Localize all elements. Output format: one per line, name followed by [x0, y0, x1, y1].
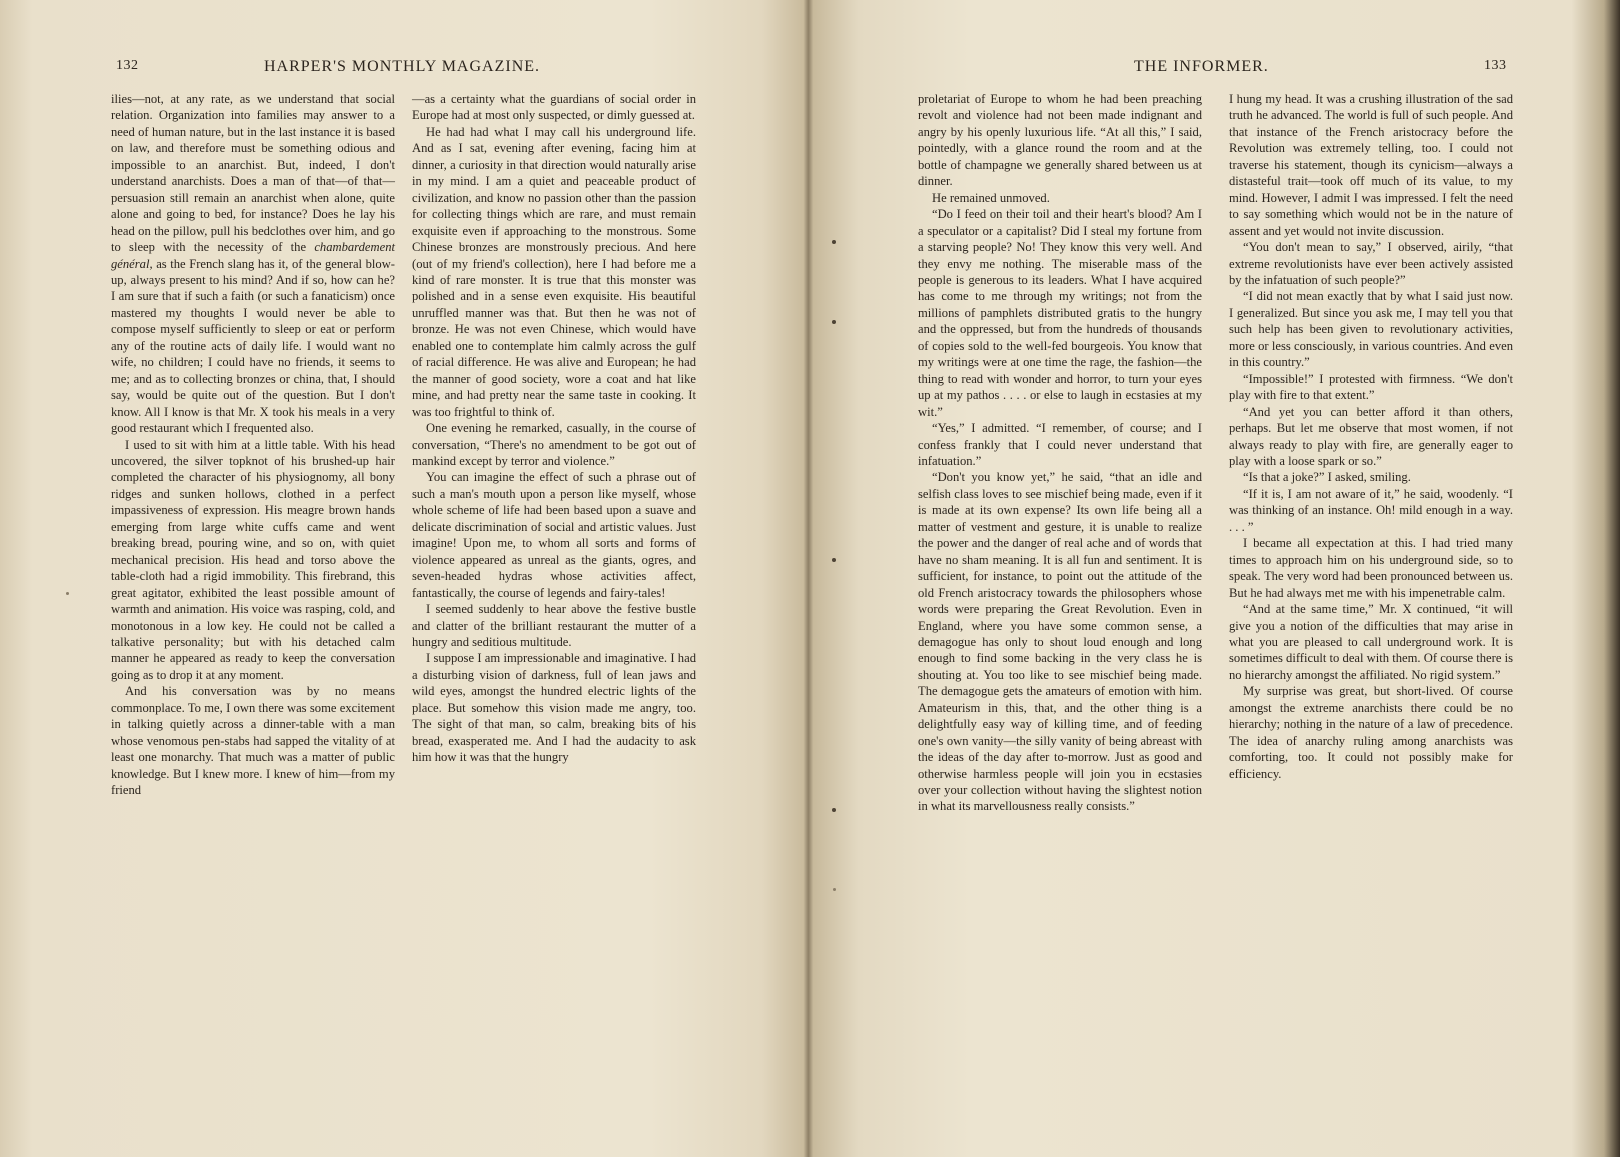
running-head-left	[0, 58, 806, 78]
binding-hole	[832, 558, 836, 562]
left-page	[0, 0, 806, 1157]
paragraph: “If it is, I am not aware of it,” he said, woodenly. “I was thinking of an instance. Oh! mild enough in a way. . . . ”	[1229, 486, 1513, 534]
paragraph: “Yes,” I admitted. “I remember, of course; and I confess frankly that I could never understand that infatuation.”	[918, 421, 1202, 468]
margin-dot	[66, 592, 69, 595]
left-column-1	[111, 91, 395, 798]
right-column-1	[918, 91, 1202, 815]
paragraph: One evening he remarked, casually, in the course of conversation, “There's no amendment to be got out of mankind except by terror and violence.”	[412, 421, 696, 468]
paragraph: “And yet you can better afford it than others, perhaps. But let me observe that most women, if not always ready to play with fire, are generally eager to play with a loose spark or so.”	[1229, 404, 1513, 468]
paragraph: My surprise was great, but short-lived. Of course amongst the extreme anarchists there could be no hierarchy; nothing in the nature of a law of precedence. The idea of anarchy ruling among anarchists was comforting, too. It could not possibly make for efficiency.	[1229, 684, 1513, 781]
paragraph: ilies—not, at any rate, as we understand that social relation. Organization into families may answer to a need of human nature, but in the last instance it is based on law, and therefore must be something odious and impossible to an anarchist. But, indeed, I don't understand anarchists. Does a man of that—of that—persuasion still remain an anarchist when alone, quite alone and going to bed, for instance? Does he lay his head on the pillow, pull his bedclothes over him, and go to sleep with the necessity of the chambardement général, as the French slang has it, of the general blow-up, always present to his mind? And if so, how can he? I am sure that if such a faith (or such a fanaticism) once mastered my thoughts I would never be able to compose myself sufficiently to sleep or eat or perform any of the routine acts of daily life. I would want no wife, no children; I could have no friends, it seems to me; and as to collecting bronzes or china, that, I should say, would be quite out of the question. But I don't know. All I know is that Mr. X took his meals in a very good restaurant which I frequented also.	[111, 92, 395, 436]
running-title-right: THE INFORMER.	[1134, 58, 1269, 75]
paragraph: You can imagine the effect of such a phrase out of such a man's mouth upon a person like myself, whose whole scheme of life had been based upon a suave and delicate discrimination of social and artistic values. Just imagine! Upon me, to whom all sorts and forms of violence appeared as unreal as the giants, ogres, and seven-headed hydras whose activities affect, fantastically, the course of legends and fairy-tales!	[412, 470, 696, 600]
paragraph: He had had what I may call his underground life. And as I sat, evening after evening, facing him at dinner, a curiosity in that direction would naturally arise in my mind. I am a quiet and peaceable product of civilization, and know no passion other than the passion for collecting things which are rare, and must remain exquisite even if approaching to the monstrous. Some Chinese bronzes are monstrously precious. And here (out of my friend's collection), here I had before me a kind of rare monster. It is true that this monster was polished and in a sense even exquisite. His beautiful unruffled manner was that. But then he was not of bronze. He was not even Chinese, which would have enabled one to contemplate him calmly across the gulf of racial difference. He was alive and European; he had the manner of good society, wore a coat and hat like mine, and had pretty near the same taste in cooking. It was too frightful to think of.	[412, 124, 696, 419]
paragraph: “Don't you know yet,” he said, “that an idle and selfish class loves to see mischief being made, even if it is made at its own expense? Its own life being all a matter of vestment and gesture, it is unable to realize the power and the danger of real ache and of words that have no sham meaning. It is all fun and sentiment. It is sufficient, for instance, to point out the attitude of the old French aristocracy towards the philosophers whose words were preparing the Great Revolution. Even in England, where you have some common sense, a demagogue has only to shout loud enough and long enough to find some backing in the very class he is shouting at. You too like to see mischief being made. The demagogue gets the amateurs of emotion with him. Amateurism in this, that, and the other thing is a delightfully easy way of killing time, and of feeding one's own vanity—the silly vanity of being abreast with the ideas of the day after to-morrow. Just as good and otherwise harmless people will join you in ecstasies over your collection without having the slightest notion in what its marvellousness really consists.”	[918, 470, 1202, 814]
right-column-2	[1229, 91, 1513, 782]
paragraph: “I did not mean exactly that by what I said just now. I generalized. But since you ask me, I may tell you that such help has been given to revolutionary activities, more or less consciously, in various countries. And even in this country.”	[1229, 289, 1513, 370]
paragraph: “You don't mean to say,” I observed, airily, “that extreme revolutionists have ever been actively assisted by the infatuation of such people?”	[1229, 240, 1513, 287]
paragraph: I suppose I am impressionable and imaginative. I had a disturbing vision of darkness, full of lean jaws and wild eyes, amongst the hundred electric lights of the place. But somehow this vision made me angry, too. The sight of that man, so calm, breaking bits of his bread, exasperated me. And I had the audacity to ask him how it was that the hungry	[412, 651, 696, 765]
running-head-right	[806, 58, 1620, 78]
paragraph: proletariat of Europe to whom he had been preaching revolt and violence had not been made indignant and angry by his openly luxurious life. “At all this,” I said, pointedly, with a glance round the room and at the bottle of champagne we generally shared between us at dinner.	[918, 92, 1202, 189]
italic-phrase: chambardement général,	[111, 240, 395, 271]
paragraph: “And at the same time,” Mr. X continued, “it will give you a notion of the difficulties that may arise in what you are pleased to call underground work. It is sometimes difficult to deal with them. Of course there is no hierarchy amongst the affiliated. No rigid system.”	[1229, 602, 1513, 682]
right-page	[806, 0, 1620, 1157]
paragraph: “Do I feed on their toil and their heart's blood? Am I a speculator or a capitalist? Did I steal my fortune from a starving people? No! They know this very well. And they envy me nothing. The miserable mass of the people is generous to its leaders. What I have acquired has come to me through my writings; not from the millions of pamphlets distributed gratis to the hungry and the oppressed, but from the hundreds of thousands of copies sold to the well-fed bourgeois. You know that my writings were at one time the rage, the fashion—the thing to read with wonder and horror, to turn your eyes up at my pathos . . . . or else to laugh in ecstasies at my wit.”	[918, 207, 1202, 419]
paragraph: “Is that a joke?” I asked, smiling.	[1243, 470, 1411, 485]
binding-hole	[832, 240, 836, 244]
paragraph: “Impossible!” I protested with firmness. “We don't play with fire to that extent.”	[1229, 371, 1513, 403]
binding-hole	[832, 320, 836, 324]
paragraph: —as a certainty what the guardians of social order in Europe had at most only suspected, or dimly guessed at.	[412, 92, 696, 123]
paragraph: I hung my head. It was a crushing illustration of the sad truth he advanced. The world is full of such people. And that instance of the French aristocracy before the Revolution was extremely telling, too. I could not traverse his statement, though its cynicism—always a distasteful trait—took off much of its value, to my mind. However, I admit I was impressed. I felt the need to say something which would not be in the nature of assent and yet would not invite discussion.	[1229, 92, 1513, 238]
paragraph: I used to sit with him at a little table. With his head uncovered, the silver topknot of his brushed-up hair completed the character of his physiognomy, all bony ridges and sunken hollows, clothed in a perfect impassiveness of expression. His meagre brown hands emerging from large white cuffs came and went breaking bread, pouring wine, and so on, with quiet mechanical precision. His head and torso above the table-cloth had a rigid immobility. This firebrand, this great agitator, exhibited the least possible amount of warmth and animation. His voice was rasping, cold, and monotonous in a low key. He could not be called a talkative personality; but with his detached calm manner he appeared as ready to keep the conversation going as to drop it at any moment.	[111, 437, 395, 682]
left-column-2	[412, 91, 696, 766]
running-title-left: HARPER'S MONTHLY MAGAZINE.	[264, 58, 541, 75]
binding-hole	[832, 808, 836, 812]
paragraph: I became all expectation at this. I had tried many times to approach him on his underground side, so to speak. The very word had been pronounced between us. But he had always met me with his impenetrable calm.	[1229, 536, 1513, 600]
page-number-left: 132	[116, 58, 139, 73]
paragraph: I seemed suddenly to hear above the festive bustle and clatter of the brilliant restaurant the mutter of a hungry and seditious multitude.	[412, 602, 696, 649]
paragraph: And his conversation was by no means commonplace. To me, I own there was some excitement in talking quietly across a dinner-table with a man whose venomous pen-stabs had sapped the vitality of at least one monarchy. That much was a matter of public knowledge. But I knew more. I knew of him—from my friend	[111, 684, 395, 798]
binding-hole	[833, 888, 836, 891]
page-number-right: 133	[1484, 58, 1507, 73]
paragraph: He remained unmoved.	[932, 190, 1050, 205]
